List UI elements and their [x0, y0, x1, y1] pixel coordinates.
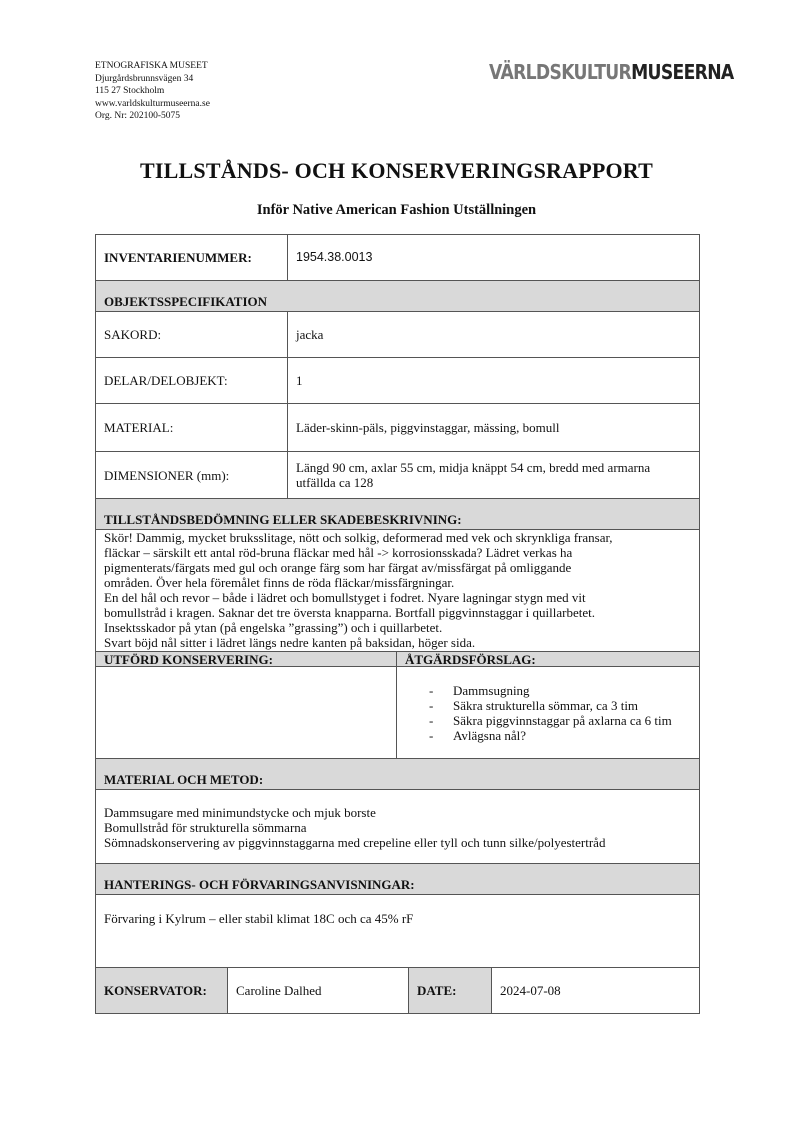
spec-heading: OBJEKTSSPECIFIKATION	[95, 280, 700, 312]
condition-line: Skör! Dammig, mycket bruksslitage, nött och solkig, deformerad med vek och skrynkliga fransar,	[104, 530, 613, 545]
condition-description	[95, 529, 700, 652]
condition-line: pigmenterats/färgats med gul och orange färg som har färgat av/missfärgat på omliggande	[104, 560, 572, 575]
condition-line: Insektsskador på ytan (på engelska ”grassing”) och i quillarbetet.	[104, 620, 443, 635]
method-line: Bomullstråd för strukturella sömmarna	[104, 820, 307, 835]
address-line: www.varldskulturmuseerna.se	[95, 98, 210, 109]
museum-address	[95, 60, 210, 123]
address-line: 115 27 Stockholm	[95, 86, 165, 97]
method-line: Dammsugare med minimundstycke och mjuk borste	[104, 805, 376, 820]
condition-line: bomullstråd i kragen. Saknar det tre översta knapparna. Bortfall piggvinnstaggar i quillarbetet.	[104, 605, 595, 620]
museum-logo	[489, 60, 734, 84]
condition-line: En del hål och revor – både i lädret och bomullstyget i fodret. Nyare lagningar stygn med vit	[104, 590, 586, 605]
spec-value-sakord: jacka	[287, 311, 700, 358]
done-content	[95, 666, 397, 759]
address-line: Djurgårdsbrunnsvägen 34	[95, 73, 194, 84]
spec-value-delar: 1	[287, 357, 700, 404]
address-line: Org. Nr: 202100-5075	[95, 111, 181, 122]
proposal-heading: ÅTGÄRDSFÖRSLAG:	[396, 651, 700, 667]
conservator-label: KONSERVATOR:	[95, 967, 228, 1014]
method-content	[95, 789, 700, 864]
date-label: DATE:	[408, 967, 492, 1014]
conservator-value: Caroline Dalhed	[227, 967, 409, 1014]
done-heading: UTFÖRD KONSERVERING:	[95, 651, 397, 667]
spec-label-delar: DELAR/DELOBJEKT:	[95, 357, 288, 404]
spec-label-dimensioner: DIMENSIONER (mm):	[95, 451, 288, 499]
date-value: 2024-07-08	[491, 967, 700, 1014]
condition-line: Svart böjd nål sitter i lädret längs nedre kanten på baksidan, höger sida.	[104, 635, 476, 650]
spec-value-material: Läder-skinn-päls, piggvinstaggar, mässing, bomull	[287, 403, 700, 452]
condition-line: områden. Över hela föremålet finns de röda fläckar/missfärgningar.	[104, 575, 455, 590]
logo-light-text: VÄRLDSKULTUR	[489, 60, 632, 84]
list-item: - Säkra strukturella sömmar, ca 3 tim	[429, 698, 639, 713]
spec-label-material: MATERIAL:	[95, 403, 288, 452]
list-item: - Säkra piggvinnstaggar på axlarna ca 6 tim	[429, 713, 672, 728]
condition-line: fläckar – särskilt ett antal röd-bruna fläckar med hål -> korrosionsskada? Lädret verkas ha	[104, 545, 573, 560]
method-heading: MATERIAL OCH METOD:	[95, 758, 700, 790]
address-line: ETNOGRAFISKA MUSEET	[95, 61, 208, 71]
condition-heading: TILLSTÅNDSBEDÖMNING ELLER SKADEBESKRIVNING:	[95, 498, 700, 530]
list-item: - Avlägsna nål?	[429, 728, 527, 743]
spec-label-sakord: SAKORD:	[95, 311, 288, 358]
inventory-label: INVENTARIENUMMER:	[95, 234, 288, 281]
handling-heading: HANTERINGS- OCH FÖRVARINGSANVISNINGAR:	[95, 863, 700, 895]
logo-dark-text: MUSEERNA	[631, 60, 734, 84]
inventory-value: 1954.38.0013	[287, 234, 700, 281]
proposal-content	[396, 666, 700, 759]
spec-value-dimensioner: Längd 90 cm, axlar 55 cm, midja knäppt 54 cm, bredd med armarna utfällda ca 128	[287, 451, 700, 499]
page-subtitle: Inför Native American Fashion Utställningen	[256, 202, 537, 218]
method-line: Sömnadskonservering av piggvinnstaggarna med crepeline eller tyll och tunn silke/polyestertråd	[104, 835, 606, 850]
proposal-list	[397, 683, 699, 743]
page-title: TILLSTÅNDS- OCH KONSERVERINGSRAPPORT	[140, 158, 653, 183]
handling-content: Förvaring i Kylrum – eller stabil klimat 18C och ca 45% rF	[95, 894, 700, 968]
list-item: - Dammsugning	[429, 683, 530, 698]
